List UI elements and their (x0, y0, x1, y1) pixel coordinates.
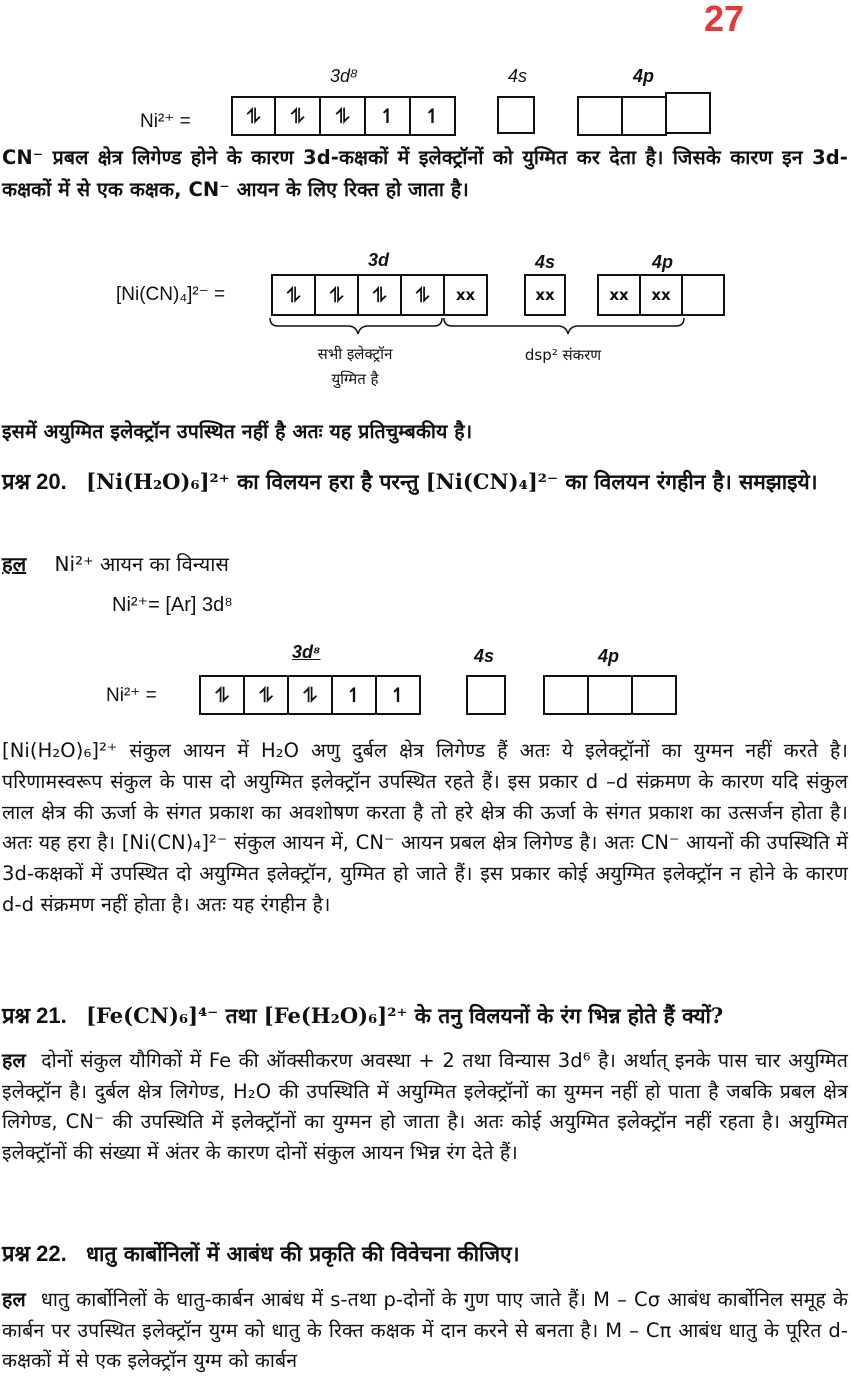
label-3d: 3d⁸ (330, 66, 358, 86)
orbital-box-3d: ⥮ (243, 675, 289, 715)
solution-label: हल (2, 1049, 26, 1072)
question-22-label: प्रश्न 22. (2, 1241, 67, 1266)
orbital-box-4p (681, 274, 725, 316)
question-21-label: प्रश्न 21. (2, 1003, 67, 1028)
orbital-box-3d: ⥮ (231, 96, 276, 136)
solution-22-text: धातु कार्बोनिलों के धातु-कार्बन आबंध में s-तथा p-दोनों के गुण पाए जाते हैं। M – Cσ आबंध कार्बोनिल समूह के कार्बन पर उपस्थित इलेक्ट्रॉन युग्म को धातु के रिक्त कक्षक में दान करने से बनता है। M – Cπ आबंध धातु के पूरित d-कक्षकों में से एक इलेक्ट्रॉन युग्म को कार्बन (2, 1288, 848, 1372)
orbital-box-3d: ↿ (331, 675, 377, 715)
orbital-box-4p (543, 675, 589, 715)
label-3d: 3d (368, 250, 390, 270)
orbital-box-3d: ⥮ (287, 675, 333, 715)
orbital-box-4p (665, 92, 711, 134)
solution-21-text: दोनों संकुल यौगिकों में Fe की ऑक्सीकरण अवस्था + 2 तथा विन्यास 3d⁶ है। अर्थात् इनके पास चार अयुग्मित इलेक्ट्रॉन है। दुर्बल क्षेत्र लिगेण्ड, H₂O की उपस्थिति में अयुग्मित इलेक्ट्रॉनों का युग्मन नहीं हो पाता है जबकि प्रबल क्षेत्र लिगेण्ड, CN⁻ की उपस्थिति में इलेक्ट्रॉनों का युग्मन हो जाता है। अतः कोई अयुग्मित इलेक्ट्रॉन नहीं रहता है। अयुग्मित इलेक्ट्रॉनों की संख्या में अंतर के कारण दोनों संकुल आयन भिन्न रंग देते हैं। (2, 1049, 848, 1164)
orbital-box-3d: ↿ (364, 96, 411, 136)
orbital-box-3d: ⥮ (271, 274, 316, 316)
orbital-box-4p (631, 675, 677, 715)
note-all-paired-line2: युग्मित है (331, 370, 379, 388)
paragraph-cn-ligand: CN⁻ प्रबल क्षेत्र लिगेण्ड होने के कारण 3d-कक्षकों में इलेक्ट्रॉनों को युग्मित कर देता है। जिसके कारण इन 3d-कक्षकों में से एक कक्षक, CN⁻ आयन के लिए रिक्त हो जाता है। (2, 146, 848, 201)
orbital-box-3d: ↿ (409, 96, 456, 136)
orbital-box-3d-hybrid: xx (443, 274, 488, 316)
orbital-box-3d: ↿ (375, 675, 421, 715)
orbital-box-4p (577, 96, 623, 136)
question-20-text: [Ni(H₂O)₆]²⁺ का विलयन हरा है परन्तु [Ni(CN)₄]²⁻ का विलयन रंगहीन है। समझाइये। (86, 469, 818, 494)
orbital-box-4s (497, 96, 535, 134)
orbital-box-4p-hybrid: xx (639, 274, 683, 316)
question-20-label: प्रश्न 20. (2, 469, 67, 494)
solution-22 (2, 1285, 848, 1377)
paragraph-diamagnetic: इसमें अयुग्मित इलेक्ट्रॉन उपस्थित नहीं है अतः यह प्रतिचुम्बकीय है। (2, 420, 473, 443)
label-4s: 4s (508, 66, 528, 86)
page-number: 27 (703, 0, 744, 39)
label-4p: 4p (633, 66, 655, 86)
question-22 (2, 1238, 848, 1270)
label-3d: 3d⁸ (292, 642, 321, 662)
orbital-box-3d: ⥮ (400, 274, 445, 316)
orbital-box-4s (466, 675, 506, 715)
solution-20-heading (2, 550, 229, 577)
question-22-text: धातु कार्बोनिलों में आबंध की प्रकृति की विवेचना कीजिए। (86, 1242, 520, 1266)
note-dsp2-hybridization: dsp² संकरण (524, 346, 602, 364)
label-4s: 4s (535, 252, 556, 272)
configuration-line: Ni²⁺= [Ar] 3d⁸ (112, 594, 233, 616)
ion-label: [Ni(CN)₄]²⁻ = (116, 284, 226, 305)
solution-label: हल (2, 1288, 26, 1311)
orbital-box-3d: ⥮ (314, 274, 359, 316)
paragraph-explanation-20: [Ni(H₂O)₆]²⁺ संकुल आयन में H₂O अणु दुर्बल क्षेत्र लिगेण्ड हैं अतः ये इलेक्ट्रॉनों का युग्मन नहीं करते है। परिणामस्वरूप संकुल के पास दो अयुग्मित इलेक्ट्रॉन उपस्थित रहते हैं। इस प्रकार d –d संक्रमण के कारण यदि संकुल लाल क्षेत्र की ऊर्जा के संगत प्रकाश का अवशोषण करता है तो हरे क्षेत्र की ऊर्जा के संगत प्रकाश का उत्सर्जन होता है। अतः यह हरा है। [Ni(CN)₄]²⁻ संकुल आयन में, CN⁻ आयन प्रबल क्षेत्र लिगेण्ड है। अतः CN⁻ आयनों की उपस्थिति में 3d-कक्षकों में उपस्थित दो अयुग्मित इलेक्ट्रॉन, युग्मित हो जाते हैं। इस प्रकार कोई अयुग्मित इलेक्ट्रॉन न होने के कारण d-d संक्रमण नहीं होता है। अतः यह रंगहीन है। (2, 739, 848, 916)
orbital-box-3d: ⥮ (319, 96, 366, 136)
grouping-braces (268, 316, 688, 338)
solution-20-line1: Ni²⁺ आयन का विन्यास (54, 552, 229, 576)
orbital-box-4s-hybrid: xx (524, 274, 566, 316)
orbital-box-4p (621, 96, 667, 136)
label-4s: 4s (474, 646, 495, 666)
ion-label: Ni²⁺ = (140, 111, 191, 132)
orbital-box-3d: ⥮ (357, 274, 402, 316)
question-20 (2, 466, 848, 498)
orbital-box-3d: ⥮ (199, 675, 245, 715)
question-21 (2, 1000, 848, 1032)
label-4p: 4p (598, 646, 620, 666)
note-all-paired-line1: सभी इलेक्ट्रॉन (317, 345, 393, 363)
label-4p: 4p (652, 252, 674, 272)
orbital-box-3d: ⥮ (274, 96, 321, 136)
orbital-box-4p (587, 675, 633, 715)
question-21-text: [Fe(CN)₆]⁴⁻ तथा [Fe(H₂O)₆]²⁺ के तनु विलयनों के रंग भिन्न होते हैं क्यों? (86, 1003, 724, 1028)
ion-label: Ni²⁺ = (106, 685, 157, 706)
solution-label: हल (2, 552, 27, 576)
solution-21 (2, 1046, 848, 1168)
orbital-box-4p-hybrid: xx (597, 274, 641, 316)
